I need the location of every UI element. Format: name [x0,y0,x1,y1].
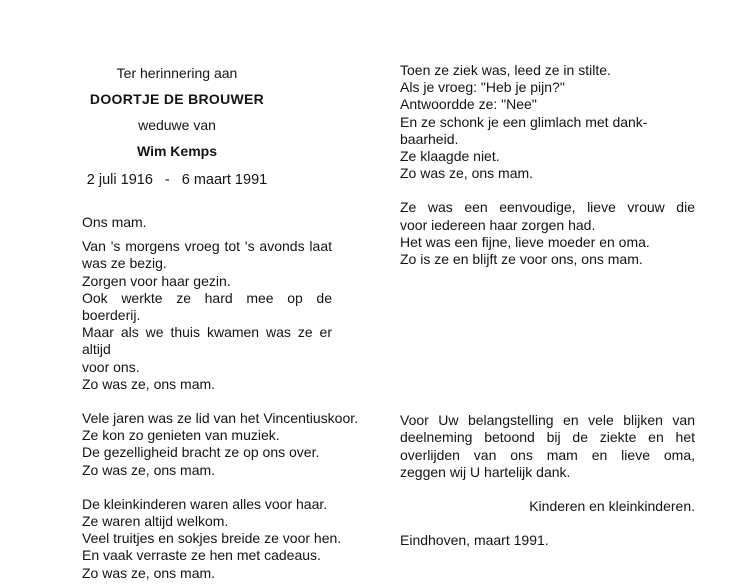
poem-line: baarheid. [400,130,459,147]
thanks-line: deelneming betoond bij de ziekte en het [400,429,695,446]
poem-line: Het was een fijne, lieve moeder en oma. [400,233,650,250]
left-stanza-1 [82,238,332,393]
right-stanza-2 [400,199,695,268]
thanks-line: overlijden van ons mam en lieve oma, [400,446,695,463]
poem-line: Toen ze ziek was, leed ze in stilte. [400,62,611,78]
poem-line: En ze schonk je een glimlach met dank- [400,113,648,130]
thanks-block [400,412,695,481]
birth-date: 2 juli 1916 [86,172,153,188]
poem-line: De gezelligheid bracht ze op ons over. [82,444,320,461]
poem-line: was ze bezig. [82,255,167,272]
poem-line: voor ons. [82,358,140,375]
poem-line: Ze klaagde niet. [400,148,500,165]
poem-line: Zo was ze, ons mam. [82,461,216,478]
signature: Kinderen en kleinkinderen. [529,498,695,515]
place-date-block [400,532,695,549]
poem-opening [82,214,332,231]
poem-line: Zo is ze en blijft ze voor ons, ons mam. [400,251,643,268]
poem-line: Ze kon zo genieten van muziek. [82,427,280,444]
spouse-name: Wim Kemps [136,143,217,159]
widow-of-line: weduwe van [138,117,216,133]
left-stanza-3 [82,495,342,582]
place-date: Eindhoven, maart 1991. [400,532,549,549]
poem-line: Veel truitjes en sokjes breide ze voor hen. [82,530,342,547]
poem-line: voor iedereen haar zorgen had. [400,216,596,233]
left-stanza-2 [82,410,359,479]
poem-line: Vele jaren was ze lid van het Vincentiuskoor. [82,410,359,427]
life-dates [82,172,272,188]
memory-line: Ter herinnering aan [116,65,238,81]
thanks-line: zeggen wij U hartelijk dank. [400,463,571,480]
poem-line: Ze was een eenvoudige, lieve vrouw die [400,199,695,216]
left-column [82,60,359,582]
right-stanza-1 [400,62,695,182]
poem-line: Van 's morgens vroeg tot 's avonds laat [82,238,332,255]
date-separator: - [164,172,170,188]
poem-line: Zo was ze, ons mam. [400,165,534,182]
poem-line: Zo was ze, ons mam. [82,375,216,392]
deceased-name: DOORTJE DE BROUWER [89,91,265,107]
poem-line: Maar als we thuis kwamen was ze er altijd [82,324,332,358]
poem-line: Ook werkte ze hard mee op de boerderij. [82,289,332,324]
poem-line: De kleinkinderen waren alles voor haar. [82,495,328,512]
right-column [400,62,695,549]
death-date: 6 maart 1991 [181,172,268,188]
poem-line: Zo was ze, ons mam. [82,564,216,581]
poem-line: Als je vroeg: "Heb je pijn?" [400,79,565,96]
thanks-line: Voor Uw belangstelling en vele blijken van [400,412,695,429]
poem-line: Antwoordde ze: "Nee" [400,96,537,113]
header [82,60,272,164]
poem-line: Ze waren altijd welkom. [82,513,229,530]
opening-line: Ons mam. [82,214,147,230]
poem-line: Zorgen voor haar gezin. [82,272,231,289]
poem-line: En vaak verraste ze hen met cadeaus. [82,547,321,564]
